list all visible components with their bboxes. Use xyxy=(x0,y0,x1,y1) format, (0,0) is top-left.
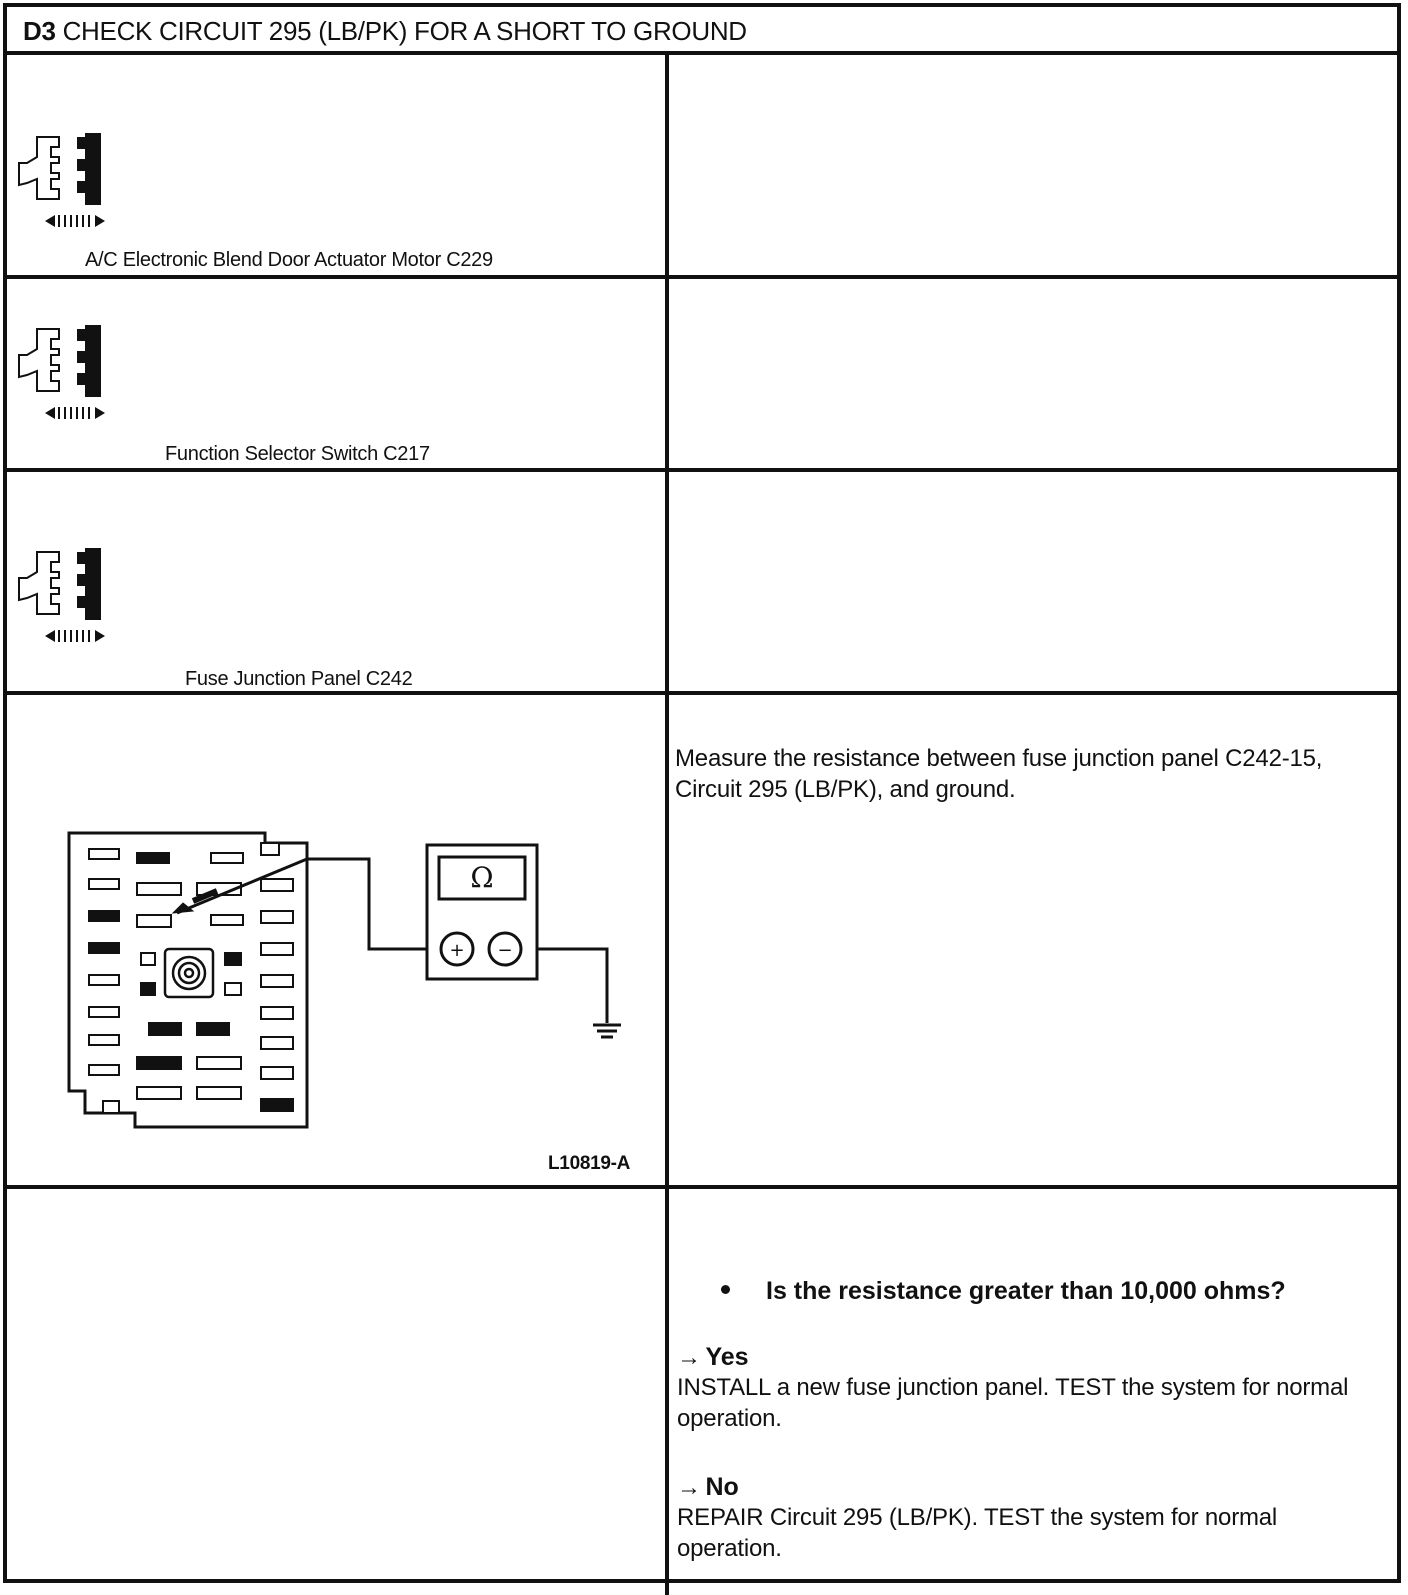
connector-disconnect-icon xyxy=(15,129,115,239)
figure-id: L10819-A xyxy=(548,1153,631,1174)
question-item xyxy=(721,1277,1286,1306)
measurement-instruction: Measure the resistance between fuse junction panel C242-15, Circuit 295 (LB/PK), and ground. xyxy=(675,745,1323,803)
answer-action: INSTALL a new fuse junction panel. TEST the system for normal operation. xyxy=(677,1374,1349,1432)
question-cell xyxy=(669,1189,1397,1589)
connector-disconnect-icon xyxy=(15,544,115,654)
answer-label: No xyxy=(705,1473,739,1501)
plus-symbol: + xyxy=(449,940,465,961)
bullet-icon xyxy=(721,1285,730,1294)
answer-yes xyxy=(677,1343,1377,1434)
connector-disconnect-icon xyxy=(15,321,115,431)
connector-cell-c217 xyxy=(7,279,665,468)
connector-cell-c229 xyxy=(7,59,665,275)
answer-no xyxy=(677,1473,1377,1564)
connector-label: A/C Electronic Blend Door Actuator Motor C229 xyxy=(85,249,493,271)
step-id: D3 xyxy=(23,16,56,46)
question-text: Is the resistance greater than 10,000 ohms? xyxy=(766,1277,1286,1305)
connector-label: Fuse Junction Panel C242 xyxy=(185,668,413,690)
answer-label: Yes xyxy=(705,1343,749,1371)
measurement-figure-cell xyxy=(7,695,665,1185)
fuse-panel-ohmmeter-diagram xyxy=(7,695,665,1185)
arrow-right-icon: → xyxy=(677,1344,701,1371)
arrow-right-icon: → xyxy=(677,1474,701,1501)
step-title-bar xyxy=(7,7,1397,55)
connector-label: Function Selector Switch C217 xyxy=(165,443,430,465)
answer-action: REPAIR Circuit 295 (LB/PK). TEST the system for normal operation. xyxy=(677,1504,1278,1562)
step-title: CHECK CIRCUIT 295 (LB/PK) FOR A SHORT TO GROUND xyxy=(62,16,747,46)
ohm-symbol: Ω xyxy=(470,861,494,894)
minus-symbol: − xyxy=(497,940,513,961)
fuse-panel-socket xyxy=(165,949,213,997)
test-step-table xyxy=(3,3,1401,1583)
connector-cell-c242 xyxy=(7,472,665,691)
